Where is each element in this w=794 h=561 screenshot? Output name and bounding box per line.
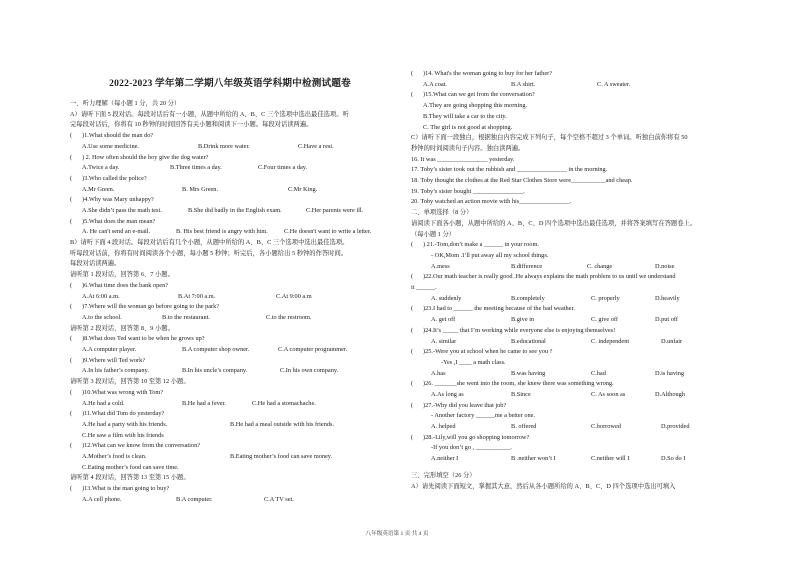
- option-a: A.has: [431, 369, 446, 377]
- option-b: B.A shirt.: [511, 80, 536, 88]
- option-a: A.In his father’s company.: [82, 367, 149, 375]
- options-13: [70, 495, 390, 506]
- question-3: ( )3.Who called the police?: [70, 174, 147, 182]
- option-c: C. properly: [591, 294, 620, 302]
- instructions: A）请听下面 5 段对话。每段对话后有一小题，从题中所给的 A、B、C 三个选项中选出最佳选项。听: [70, 110, 349, 118]
- option-c: C. change: [587, 262, 613, 270]
- option-b: B.He had a meal outside with his friends.: [230, 420, 335, 428]
- option-d: D.provided: [661, 423, 690, 431]
- option-b: B. offered: [511, 423, 537, 431]
- option-d: D.Although: [655, 391, 685, 398]
- question-28: ( )28.-Lily,will you go shopping tomorrow?: [411, 433, 530, 441]
- options-11: [70, 420, 390, 431]
- option-a: A.neither I: [431, 455, 459, 463]
- options-2: [70, 163, 390, 174]
- instructions: C）请听下面一段独白，根据独白内容完成下列句子，每个空格不超过 3 个单词。听独白前你将有 50: [411, 134, 688, 142]
- dialog-heading: 请听第 4 段对话，回答第 13 至第 15 小题。: [70, 474, 190, 482]
- option-c: C.borrowed: [591, 423, 621, 431]
- option-d: D.So do I: [661, 455, 686, 463]
- question-10: ( )10.What was wrong with Tom?: [70, 388, 164, 396]
- section-title: 三、完形填空（26 分）: [411, 471, 476, 479]
- option-c: C. As soon as: [591, 391, 626, 398]
- question-14: ( )14. What's the woman going to buy for her father?: [411, 70, 553, 77]
- option-c: C.Have a rest.: [298, 142, 334, 150]
- option-a: A.He had a cold.: [82, 399, 125, 407]
- question-22-cont: it ______.: [411, 284, 437, 292]
- instructions: 秒钟的时间阅读句子内容。独白读两遍。: [411, 144, 525, 152]
- option-d: D.unfair: [661, 337, 683, 345]
- fill-in-18: 18. Toby thought the clothes at the Red Star Clothes Store were___________and cheap.: [411, 177, 633, 185]
- question-27-reply: - Another factory ______me a better one.: [431, 412, 536, 420]
- left-column: [70, 99, 390, 505]
- options-6: [70, 292, 390, 303]
- option-a: A.Mr Green.: [82, 185, 115, 193]
- question-21-reply: - OK,Mom .I’ll put away all my school things.: [431, 251, 549, 259]
- question-11: ( )11.What did Tom do yesterday?: [70, 410, 165, 418]
- fill-in-19: 19. Toby’s sister bought ________________.: [411, 187, 525, 195]
- instructions: 每段对话读两遍。: [70, 260, 121, 268]
- option-a: A.Mother’s food is clean.: [82, 453, 147, 461]
- options-26: [411, 390, 729, 401]
- option-c: C. give off: [591, 316, 618, 324]
- options-12: [70, 452, 390, 463]
- option-c: C.neither will I: [591, 455, 630, 463]
- question-24: ( )24.It’s _____ that I’m working while everyone else is enjoying themselves!: [411, 326, 616, 334]
- option-d: D.is having: [655, 369, 685, 377]
- question-22: ( )22.Our math teacher is really good .He always explains the math problem to us until we understand: [411, 273, 676, 281]
- option-a: A.to the school.: [82, 313, 122, 321]
- option-c: C.He had a stomachache.: [252, 399, 316, 407]
- instructions: 完每段对话后，你将有 10 秒钟的时间回答有关小题和阅读下一小题。每段对话读两遍。: [70, 121, 313, 129]
- fill-in-16: 16. It was ________________ yesterday.: [411, 155, 515, 163]
- question-12: ( )12.What can we know from the conversation?: [70, 442, 201, 450]
- option-c: C. A sweater.: [597, 80, 631, 88]
- option-a: A. helped: [431, 423, 456, 431]
- question-25: ( )25.-Were you at school when he came to see you ?: [411, 348, 553, 356]
- dialog-heading: 请听第 3 段对话，回答第 10 至第 12 小题。: [70, 378, 190, 386]
- dialog-heading: 请听第 1 段对话，回答第 6、7 小题。: [70, 271, 174, 279]
- option-b: B.They will take a car to the city.: [423, 112, 507, 120]
- instructions: B）请听下面 4 段对话。每段对话后有几个小题，从题中所给的 A、B、C 三个选项中选出最佳选项。: [70, 239, 349, 247]
- option-a: A. similar: [431, 337, 457, 345]
- option-c: C.He saw a film with his friends: [82, 431, 164, 439]
- option-a: A.A coat.: [423, 80, 447, 88]
- right-column: [411, 69, 729, 492]
- option-c: C.Her parents were ill.: [306, 206, 364, 214]
- page-footer: 八年级英语第 1 页 共 4 页: [365, 531, 429, 537]
- question-6: ( )6.What time does the bank open?: [70, 281, 169, 289]
- options-5: [70, 227, 390, 238]
- option-d: D.heavily: [655, 294, 680, 302]
- option-b: B. Mrs Green.: [182, 185, 219, 193]
- options-28: [411, 454, 729, 465]
- option-c: C.Four times a day.: [258, 164, 308, 172]
- options-4: [70, 206, 390, 217]
- question-27: ( )27.-Why did you leave that job?: [411, 401, 507, 409]
- question-26: ( )26. _______she went into the room, she knew there was something wrong.: [411, 380, 614, 388]
- option-b: B.In his uncle’s company.: [182, 367, 248, 375]
- option-b: B.difference: [511, 262, 543, 270]
- question-7: ( )7.Where will the woman go before going to the park?: [70, 303, 220, 311]
- dialog-heading: 请听第 2 段对话，回答第 8、9 小题。: [70, 324, 174, 332]
- options-3: [70, 185, 390, 196]
- option-c: C.In his own company.: [280, 367, 339, 375]
- option-b: B.was having: [511, 369, 546, 377]
- option-a: A. get off: [431, 316, 456, 324]
- question-25-reply: -Yes ,I ____ a math class.: [441, 358, 506, 366]
- question-4: ( )4.Why was Mary unhappy?: [70, 196, 154, 204]
- options-11-c: [70, 431, 390, 442]
- option-a: A.A cell phone.: [82, 495, 122, 503]
- options-14: [411, 80, 729, 91]
- question-1: ( )1.What should the man do?: [70, 132, 154, 140]
- option-c: C.had: [591, 369, 606, 377]
- option-b: B.Eating mother’s food can save money.: [230, 453, 333, 461]
- instructions: （每小题 1 分）: [411, 230, 456, 238]
- option-b: B.She did badly in the English exam.: [188, 206, 282, 214]
- option-b: B. His best friend is angry with him.: [176, 228, 268, 236]
- options-22: [411, 294, 729, 305]
- option-b: B.At 7:00 a.m.: [178, 292, 216, 300]
- option-c: C.He doesn't want to write a letter.: [284, 228, 372, 236]
- fill-in-20: 20. Toby watched an action movie with his________________.: [411, 198, 572, 206]
- options-12-c: [70, 463, 390, 474]
- option-c: C.A TV set.: [264, 495, 294, 503]
- options-8: [70, 345, 390, 356]
- option-a: A.Twice a day.: [82, 164, 120, 172]
- option-a: A.As long as: [431, 391, 464, 398]
- option-a: A. suddenly: [431, 294, 462, 302]
- option-b: B.Since: [511, 391, 531, 398]
- options-24: [411, 337, 729, 348]
- options-1: [70, 142, 390, 153]
- option-b: B.A computer.: [176, 495, 213, 503]
- option-c: C. independent: [591, 337, 630, 345]
- option-a: A.Use some medicine.: [82, 142, 140, 150]
- option-b: B.completely: [511, 294, 545, 302]
- option-a: A. He can't send an e-mail.: [82, 228, 151, 236]
- section-title: 二、单项选择（8 分）: [411, 209, 473, 217]
- options-21: [411, 262, 729, 273]
- question-2: ( ) 2. How often should the boy give the dog water?: [70, 153, 209, 161]
- option-b: B.give in: [511, 316, 535, 324]
- option-a: A.At 6:00 a.m.: [82, 292, 120, 300]
- option-c: C. The girl is not good at shopping.: [423, 123, 513, 131]
- instructions: 请阅读下面各小题，从题中所给的 A、B、C、D 四个选项中选出最佳选项，并将答案填写在答题卷上。: [411, 219, 697, 227]
- options-25: [411, 369, 729, 380]
- option-a: A.mess: [431, 262, 450, 270]
- option-d: D.noise: [655, 262, 675, 270]
- option-b: B.He had a fever.: [182, 399, 226, 407]
- options-7: [70, 313, 390, 324]
- question-9: ( )9.Where will Ted work?: [70, 356, 146, 364]
- question-13: ( )13.What is the man going to buy?: [70, 485, 170, 493]
- question-21: ( ) 21.-Tom,don’t make a ______ in your room.: [411, 241, 539, 249]
- instructions: A）请先阅读下面短文，掌握其大意，然后从各小题所给的 A、B、C、D 四个选项中选出可填入: [411, 482, 676, 490]
- option-a: A.A computer player.: [82, 346, 137, 354]
- option-a: A.He had a party with his friends.: [82, 420, 168, 428]
- option-c: C.A computer programmer.: [278, 346, 348, 354]
- section-title: 一、听力理解（每小题 1 分，共 20 分）: [70, 100, 181, 107]
- options-23: [411, 315, 729, 326]
- instructions: 听每段对话前，你将有时间阅读各个小题，每小题 5 秒钟；听完后，各小题给出 5 秒钟的作答时间。: [70, 249, 348, 257]
- options-27: [411, 422, 729, 433]
- option-b: B.Drink more water.: [198, 142, 250, 150]
- option-d: D.put off: [655, 316, 678, 324]
- option-b: B.A computer shop owner.: [182, 346, 250, 354]
- option-a: A.She didn’t pass the math test.: [82, 206, 162, 214]
- options-9: [70, 366, 390, 377]
- options-10: [70, 399, 390, 410]
- option-b: B.to the restaurant.: [162, 313, 210, 321]
- question-28-reply: -If you don’t go , ___________.: [431, 444, 512, 452]
- option-b: B.educational: [511, 337, 546, 345]
- page-title: 2022-2023 学年第二学期八年级英语学科期中检测试题卷: [109, 78, 351, 89]
- question-5: ( )5.What does the man mean?: [70, 217, 156, 225]
- question-15: ( )15.What can we get from the conversation?: [411, 91, 535, 99]
- option-b: B .neither won’t I: [511, 455, 556, 463]
- option-c: C.At 9:00 a.m: [276, 292, 312, 300]
- option-a: A.They are going shopping this morning.: [423, 102, 528, 110]
- option-c: C.Eating mother’s food can save time.: [82, 463, 179, 471]
- option-c: C.Mr King.: [288, 185, 318, 193]
- option-c: C.to the restroom.: [266, 313, 312, 321]
- option-b: B.Three times a day.: [170, 164, 222, 172]
- question-23: ( )23.I had to ______ the meeting because of the bad weather.: [411, 305, 575, 313]
- fill-in-17: 17. Toby’s sister took out the rubbish and ________________ in the morning.: [411, 166, 608, 174]
- question-8: ( )8.What does Ted want to be when he grows up?: [70, 335, 205, 343]
